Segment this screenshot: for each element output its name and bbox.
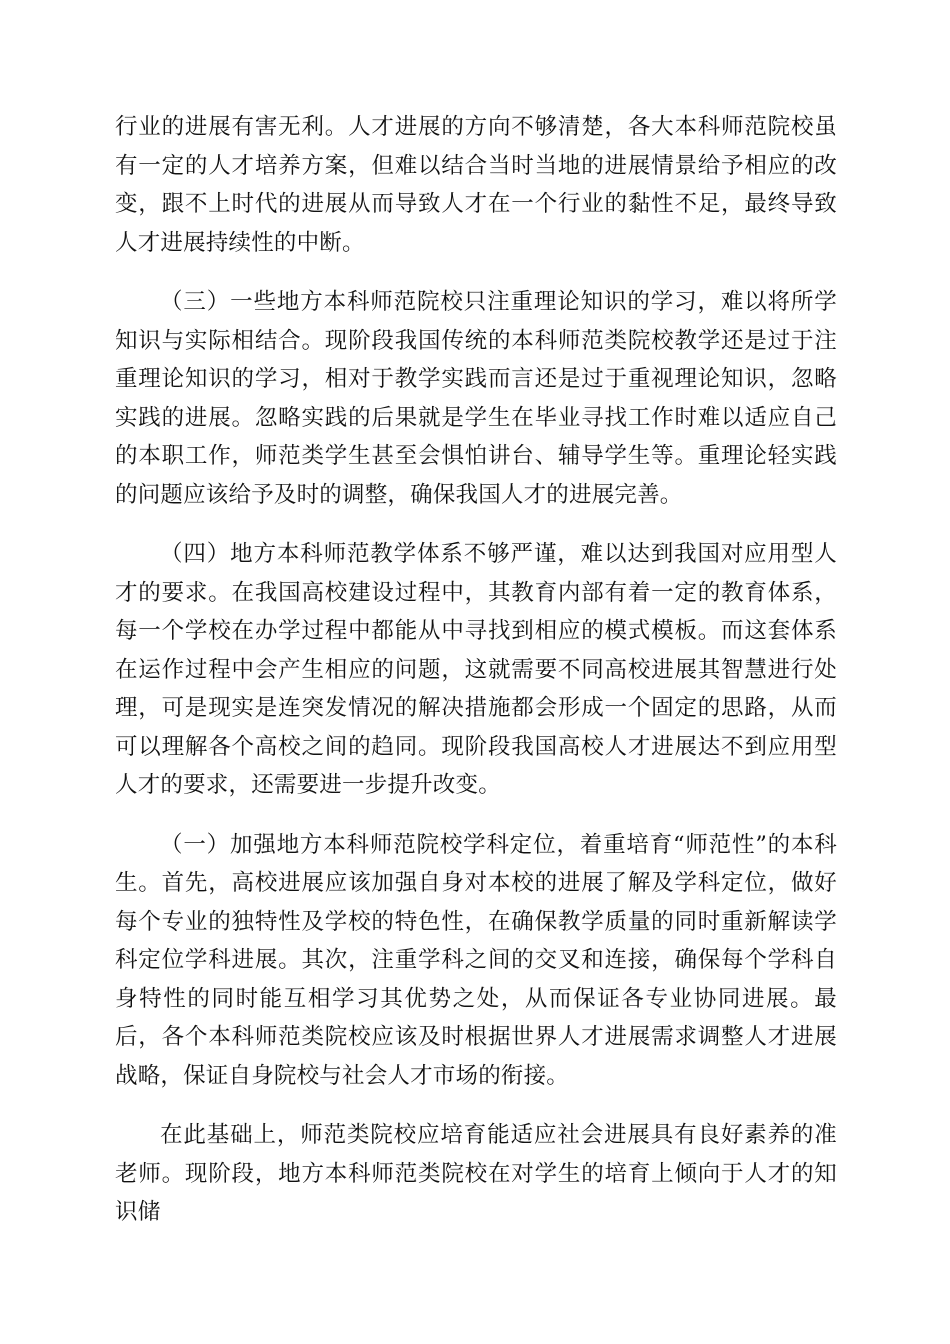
paragraph-4: （一）加强地方本科师范院校学科定位，着重培育“师范性”的本科生。首先，高校进展应该加强自身对本校的进展了解及学科定位，做好每个专业的独特性及学校的特色性，在确保教学质量的同时重新解读学科定位学科进展。其次，注重学科之间的交叉和连接，确保每个学科自身特性的同时能互相学习其优势之处，从而保证各专业协同进展。最后，各个本科师范类院校应该及时根据世界人才进展需求调整人才进展战略，保证自身院校与社会人才市场的衔接。 xyxy=(115,831,837,1089)
paragraph-5: 在此基础上，师范类院校应培育能适应社会进展具有良好素养的准老师。现阶段，地方本科师范类院校在对学生的培育上倾向于人才的知识储 xyxy=(115,1122,837,1225)
document-body xyxy=(115,108,837,1232)
paragraph-3: （四）地方本科师范教学体系不够严谨，难以达到我国对应用型人才的要求。在我国高校建设过程中，其教育内部有着一定的教育体系，每一个学校在办学过程中都能从中寻找到相应的模式模板。而这套体系在运作过程中会产生相应的问题，这就需要不同高校进展其智慧进行处理，可是现实是连突发情况的解决措施都会形成一个固定的思路，从而可以理解各个高校之间的趋同。现阶段我国高校人才进展达不到应用型人才的要求，还需要进一步提升改变。 xyxy=(115,541,837,798)
paragraph-1: 行业的进展有害无利。人才进展的方向不够清楚，各大本科师范院校虽有一定的人才培养方案，但难以结合当时当地的进展情景给予相应的改变，跟不上时代的进展从而导致人才在一个行业的黏性不足，最终导致人才进展持续性的中断。 xyxy=(115,114,837,256)
paragraph-2: （三）一些地方本科师范院校只注重理论知识的学习，难以将所学知识与实际相结合。现阶段我国传统的本科师范类院校教学还是过于注重理论知识的学习，相对于教学实践而言还是过于重视理论知识，忽略实践的进展。忽略实践的后果就是学生在毕业寻找工作时难以适应自己的本职工作，师范类学生甚至会惧怕讲台、辅导学生等。重理论轻实践的问题应该给予及时的调整，确保我国人才的进展完善。 xyxy=(115,289,837,508)
